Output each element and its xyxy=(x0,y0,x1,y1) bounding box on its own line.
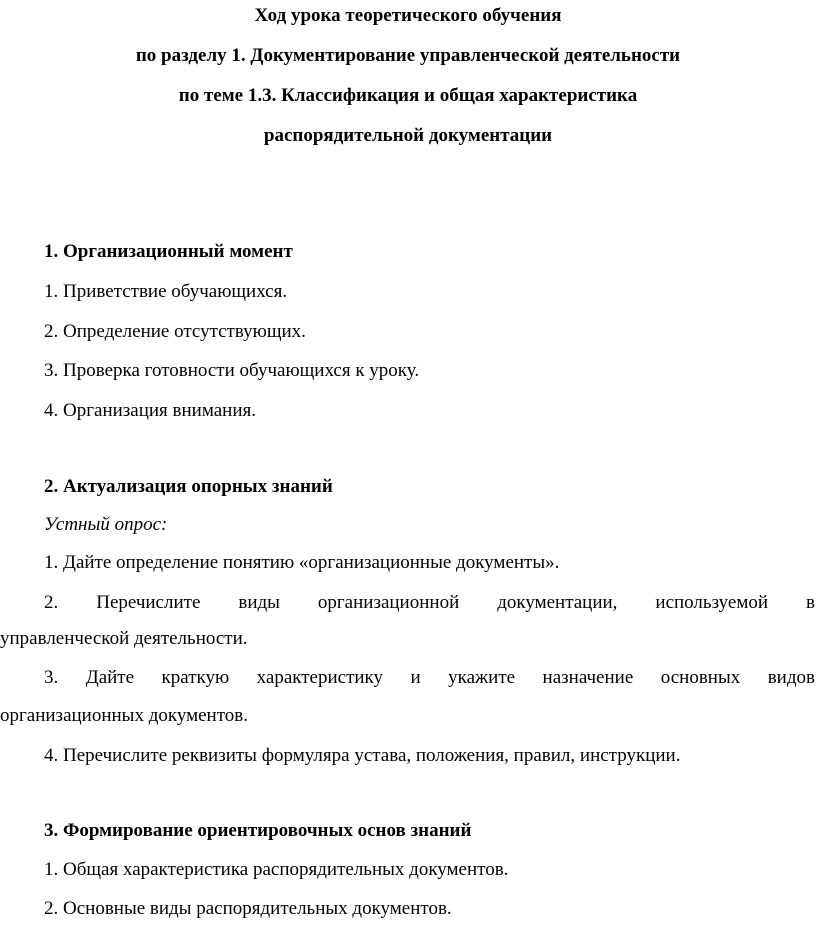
topic-subtitle: по теме 1.3. Классификация и общая характеристика xyxy=(178,85,638,106)
section-subtitle: по разделу 1. Документирование управленческой деятельности xyxy=(135,45,681,66)
section3-item: 1. Общая характеристика распорядительных документов. xyxy=(44,859,509,880)
section2-item-continued: управленческой деятельности. xyxy=(0,628,248,649)
section3-heading: 3. Формирование ориентировочных основ знаний xyxy=(44,820,472,841)
section2-item: 2. Перечислите виды организационной документации, используемой в xyxy=(44,592,815,613)
section2-item-continued: организационных документов. xyxy=(0,705,248,726)
lesson-title: Ход урока теоретического обучения xyxy=(254,5,562,26)
section2-subheading: Устный опрос: xyxy=(44,514,168,535)
section2-item: 4. Перечислите реквизиты формуляра устава, положения, правил, инструкции. xyxy=(44,745,681,766)
topic-subtitle-continued: распорядительной документации xyxy=(263,125,553,146)
section1-item: 4. Организация внимания. xyxy=(44,400,257,421)
section2-item: 1. Дайте определение понятию «организационные документы». xyxy=(44,552,560,573)
section1-item: 3. Проверка готовности обучающихся к уроку. xyxy=(44,360,420,381)
section1-item: 2. Определение отсутствующих. xyxy=(44,321,306,342)
section3-item: 2. Основные виды распорядительных документов. xyxy=(44,898,452,919)
section1-item: 1. Приветствие обучающихся. xyxy=(44,281,288,302)
section2-item: 3. Дайте краткую характеристику и укажите назначение основных видов xyxy=(44,667,815,688)
section1-heading: 1. Организационный момент xyxy=(44,241,293,262)
section2-heading: 2. Актуализация опорных знаний xyxy=(44,476,333,497)
